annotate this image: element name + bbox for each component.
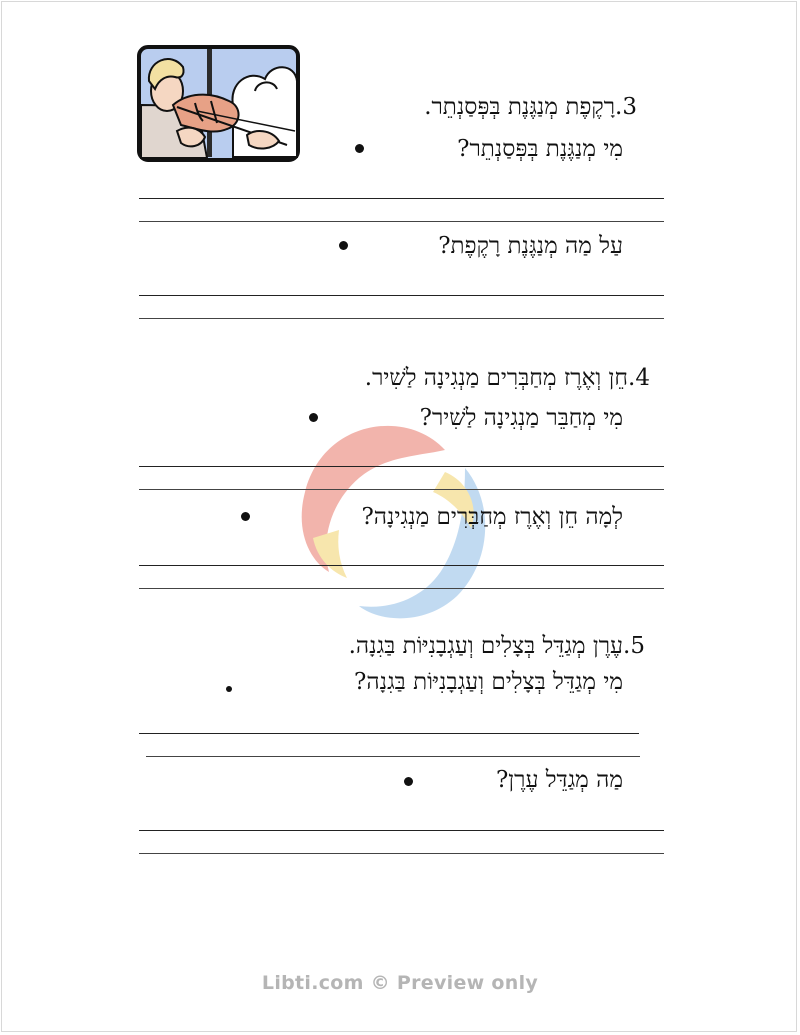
bullet bbox=[226, 686, 232, 692]
section-5-question-1: מִי מְגַדֵּל בְּצָלִים וְעַגְבָנִיּוֹת בַּגִנָה? bbox=[354, 669, 623, 695]
answer-line[interactable] bbox=[139, 489, 664, 490]
section-4-heading: 4.חֵן וְאֶרֶז מְחַבְּרִים מַנְגִינָה לַשִׁיר. bbox=[364, 365, 650, 391]
answer-line[interactable] bbox=[139, 198, 664, 199]
section-4-question-1: מִי מְחַבֵּר מַנְגִינָה לַשִׁיר? bbox=[419, 405, 623, 431]
section-5-question-2: מַה מְגַדֵּל עֶרֶן? bbox=[495, 767, 623, 793]
bullet bbox=[309, 413, 318, 422]
section-4-question-2: לְמָה חֵן וְאֶרֶז מְחַבְּרִים מַנְגִינָה? bbox=[361, 504, 623, 530]
answer-line[interactable] bbox=[139, 565, 664, 566]
bullet bbox=[241, 512, 250, 521]
answer-line[interactable] bbox=[146, 756, 640, 757]
bullet bbox=[339, 241, 348, 250]
violinist-icon bbox=[137, 45, 300, 162]
answer-line[interactable] bbox=[139, 588, 664, 589]
answer-line[interactable] bbox=[139, 853, 664, 854]
answer-line[interactable] bbox=[139, 221, 664, 222]
bullet bbox=[355, 144, 364, 153]
answer-line[interactable] bbox=[139, 830, 664, 831]
section-5-heading: 5.עֶרֶן מְגַדֵּל בְּצָלִים וְעַגְבָנִיּוֹת בַּגִנָה. bbox=[348, 633, 645, 659]
answer-line[interactable] bbox=[139, 733, 639, 734]
section-3-question-1: מִי מְנַגֶּנֶת בְּפְּסַנְתֵר? bbox=[457, 136, 623, 162]
answer-line[interactable] bbox=[139, 295, 664, 296]
answer-line[interactable] bbox=[139, 318, 664, 319]
answer-line[interactable] bbox=[139, 466, 664, 467]
bullet bbox=[404, 777, 413, 786]
section-3-question-2: עַל מַה מְנַגֶּנֶת רָקֶפֶת? bbox=[438, 233, 623, 259]
preview-watermark: Libti.com © Preview only bbox=[261, 972, 539, 994]
section-3-heading: 3.רָקֶפֶת מְנַגֶּנֶת בְּפְּסַנְתֵר. bbox=[424, 94, 637, 120]
